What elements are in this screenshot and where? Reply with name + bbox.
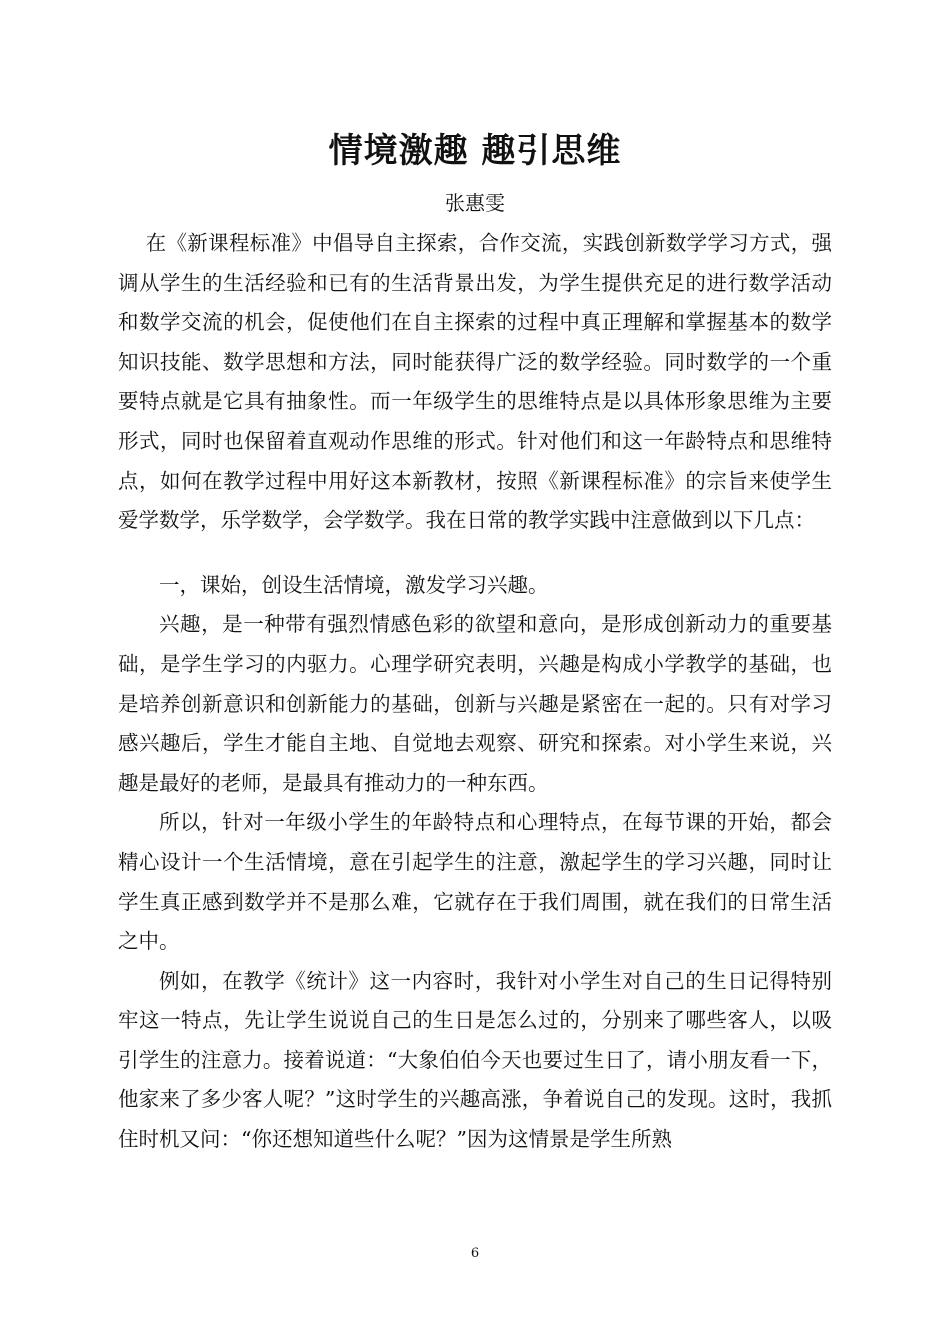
author-name: 张惠雯 — [445, 191, 505, 215]
document-page — [118, 128, 832, 1160]
section-heading: 一，课始，创设生活情境，激发学习兴趣。 — [159, 572, 549, 597]
document-title: 情境激趣 趣引思维 — [328, 131, 622, 171]
intro-paragraph: 在《新课程标准》中倡导自主探索，合作交流，实践创新数学学习方式，强调从学生的生活经验和已有的生活背景出发，为学生提供充足的进行数学活动和数学交流的机会，促使他们在自主探索的过程中真正理解和掌握基本的数学知识技能、数学思想和方法，同时能获得广泛的数学经验。同时数学的一个重要特点就是它具有抽象性。而一年级学生的思维特点是以具体形象思维为主要形式，同时也保留着直观动作思维的形式。针对他们和这一年龄特点和思维特点，如何在教学过程中用好这本新教材，按照《新课程标准》的宗旨来使学生爱学数学，乐学数学，会学数学。我在日常的教学实践中注意做到以下几点： — [118, 231, 832, 533]
body-paragraph: 例如，在教学《统计》这一内容时，我针对小学生对自己的生日记得特别牢这一特点，先让学生说说自己的生日是怎么过的，分别来了哪些客人，以吸引学生的注意力。接着说道：“大象伯伯今天也要过生日了，请小朋友看一下，他家来了多少客人呢？”这时学生的兴趣高涨，争着说自己的发现。这时，我抓住时机又问：“你还想知道些什么呢？”因为这情景是学生所熟 — [118, 968, 832, 1152]
body-paragraph: 兴趣，是一种带有强烈情感色彩的欲望和意向，是形成创新动力的重要基础，是学生学习的内驱力。心理学研究表明，兴趣是构成小学教学的基础，也是培养创新意识和创新能力的基础，创新与兴趣是紧密在一起的。只有对学习感兴趣后，学生才能自主地、自觉地去观察、研究和探索。对小学生来说，兴趣是最好的老师，是最具有推动力的一种东西。 — [118, 612, 832, 795]
page-number: 6 — [470, 1246, 480, 1261]
body-paragraph: 所以，针对一年级小学生的年龄特点和心理特点，在每节课的开始，都会精心设计一个生活情境，意在引起学生的注意，激起学生的学习兴趣，同时让学生真正感到数学并不是那么难，它就存在于我们周围，就在我们的日常生活之中。 — [118, 810, 832, 954]
